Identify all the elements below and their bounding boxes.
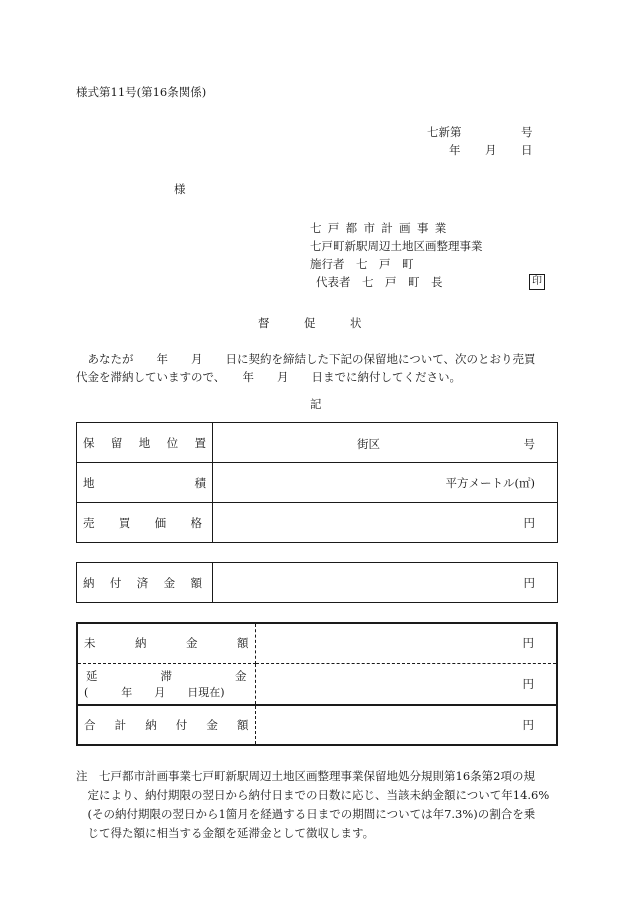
late-fee-date: ( 年 月 日現在) [84, 685, 225, 699]
note-line2: 定により、納付期限の翌日から納付日までの日数に応じ、当該未納金額について年14.6% [76, 788, 550, 802]
date-day: 日 [521, 143, 533, 157]
paid-label: 納 付 済 金 額 [77, 563, 213, 603]
issuer-line3: 施行者 七 戸 町 [310, 257, 414, 271]
total-label: 合 計 納 付 金 額 [77, 705, 255, 745]
area-value: 平方メートル(㎡) [213, 463, 558, 503]
issuer-line4: 代表者 七 戸 町 長 [316, 275, 443, 289]
balance-table [76, 622, 558, 746]
table-row [77, 423, 558, 463]
table-row [77, 563, 558, 603]
date-month: 月 [485, 143, 497, 157]
table-row [77, 663, 557, 705]
note-block [76, 767, 549, 843]
issuer-line2: 七戸町新駅周辺土地区画整理事業 [310, 239, 483, 253]
price-value: 円 [213, 503, 558, 543]
table-row [77, 463, 558, 503]
document-title: 督 促 状 [258, 316, 362, 330]
ref-suffix: 号 [521, 125, 533, 139]
addressee: 様 [174, 182, 186, 196]
area-label: 地 積 [77, 463, 213, 503]
table-row [77, 705, 557, 745]
unpaid-value: 円 [255, 623, 557, 663]
note-line1: 注 七戸都市計画事業七戸町新駅周辺土地区画整理事業保留地処分規則第16条第2項の規 [76, 769, 535, 783]
table-row [77, 503, 558, 543]
note-line4: じて得た額に相当する金額を延滞金として徴収します。 [76, 826, 375, 840]
body-line2: 代金を滞納していますので、 年 月 日までに納付してください。 [76, 370, 462, 384]
location-value: 街区 号 [213, 423, 558, 463]
late-fee-label: 延 滞 金 ( 年 月 日現在) [77, 663, 255, 705]
property-table [76, 422, 558, 543]
unpaid-label: 未 納 金 額 [77, 623, 255, 663]
total-value: 円 [522, 718, 534, 732]
seal-mark: 印 [529, 273, 545, 290]
date-year: 年 [449, 143, 461, 157]
paid-table [76, 562, 558, 603]
ki-mark: 記 [310, 397, 322, 411]
location-label: 保 留 地 位 置 [77, 423, 213, 463]
note-line3: (その納付期限の翌日から1箇月を経過する日までの期間については年7.3%)の割合を乗 [76, 807, 536, 821]
paid-value: 円 [213, 563, 558, 603]
issuer-line1: 七戸都市計画事業 [310, 221, 453, 235]
ref-prefix: 七新第 [427, 125, 462, 139]
form-id: 様式第11号(第16条関係) [76, 85, 207, 99]
body-line1: あなたが 年 月 日に契約を締結した下記の保留地について、次のとおり売買 [76, 352, 536, 366]
late-fee-value: 円 [255, 663, 557, 705]
price-label: 売 買 価 格 [77, 503, 213, 543]
table-row [77, 623, 557, 663]
